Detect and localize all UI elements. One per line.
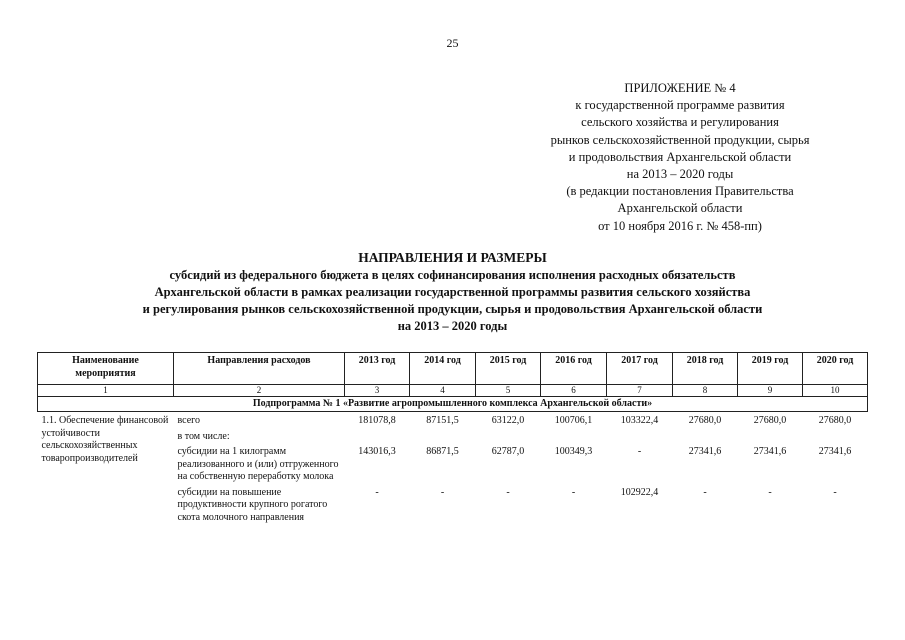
value-cell: 27680,0 xyxy=(753,415,787,426)
value-cell: 27341,6 xyxy=(688,446,722,457)
title-sub-line: на 2013 – 2020 годы xyxy=(397,319,508,333)
header-activity: Наименование мероприятия xyxy=(38,353,174,385)
column-number: 9 xyxy=(738,385,803,397)
appendix-line: от 10 ноября 2016 г. № 458-пп) xyxy=(598,218,762,233)
column-number: 2 xyxy=(174,385,345,397)
value-cell: - xyxy=(440,486,445,498)
header-year: 2019 год xyxy=(738,353,803,385)
value-cell: - xyxy=(703,486,707,498)
title-sub-line: и регулирования рынков сельскохозяйственной продукции, сырья и продовольствия Архангельской области xyxy=(142,302,763,316)
column-number: 7 xyxy=(607,385,673,397)
value-cell: 143016,3 xyxy=(358,446,396,457)
value-cell: 27341,6 xyxy=(753,446,787,457)
header-year: 2017 год xyxy=(607,353,673,385)
value-cell: - xyxy=(506,486,510,498)
subprogram-title: Подпрограмма № 1 «Развитие агропромышленного комплекса Архангельской области» xyxy=(38,397,868,412)
page-number: 25 xyxy=(446,36,459,50)
value-cell xyxy=(410,428,476,444)
subsidies-table xyxy=(37,352,868,524)
appendix-line: Архангельской области xyxy=(617,201,743,216)
title-sub-line: Архангельской области в рамках реализации государственной программы развития сельского хозяйства xyxy=(154,285,751,299)
value-cell: 181078,8 xyxy=(358,415,396,426)
subprogram-row xyxy=(38,397,868,412)
appendix-line: (в редакции постановления Правительства xyxy=(566,184,794,199)
document-title xyxy=(0,249,905,335)
column-number: 8 xyxy=(673,385,738,397)
value-cell xyxy=(541,428,607,444)
value-cell: 62787,0 xyxy=(491,446,525,457)
value-cell: 27680,0 xyxy=(688,415,722,426)
value-cell: - xyxy=(571,486,576,498)
direction-cell: субсидии на 1 килограмм реализованного и (или) отгруженного на собственную переработку молока xyxy=(177,446,339,482)
value-cell xyxy=(607,428,673,444)
title-main: НАПРАВЛЕНИЯ И РАЗМЕРЫ xyxy=(358,250,547,265)
value-cell: 100706,1 xyxy=(554,415,593,426)
appendix-line: ПРИЛОЖЕНИЕ № 4 xyxy=(624,81,736,95)
value-cell: - xyxy=(375,486,379,498)
header-year: 2018 год xyxy=(673,353,738,385)
table-header-row xyxy=(38,353,868,385)
header-year: 2013 год xyxy=(345,353,410,385)
value-cell: 63122,0 xyxy=(491,415,525,426)
value-cell: 27680,0 xyxy=(818,415,852,426)
value-cell: 87151,5 xyxy=(426,415,459,426)
direction-cell: всего xyxy=(177,415,201,426)
table-row xyxy=(38,412,868,428)
column-number: 1 xyxy=(38,385,174,397)
value-cell: 27341,6 xyxy=(818,446,852,457)
column-number-row xyxy=(38,385,868,397)
value-cell: 100349,3 xyxy=(554,446,593,457)
appendix-line: на 2013 – 2020 годы xyxy=(626,167,734,182)
direction-cell: субсидии на повышение продуктивности крупного рогатого скота молочного направления xyxy=(177,486,328,523)
column-number: 10 xyxy=(803,385,868,397)
value-cell xyxy=(803,428,868,444)
value-cell: - xyxy=(768,486,772,498)
header-year: 2014 год xyxy=(410,353,476,385)
appendix-line: сельского хозяйства и регулирования xyxy=(581,115,779,130)
header-year: 2015 год xyxy=(476,353,541,385)
column-number: 5 xyxy=(476,385,541,397)
column-number: 3 xyxy=(345,385,410,397)
appendix-line: и продовольствия Архангельской области xyxy=(568,149,792,164)
value-cell xyxy=(738,428,803,444)
title-subtitle xyxy=(0,267,905,335)
value-cell: - xyxy=(833,486,837,498)
value-cell xyxy=(345,428,410,444)
appendix-line: рынков сельскохозяйственной продукции, сырья xyxy=(550,132,810,147)
direction-cell: в том числе: xyxy=(177,430,230,442)
header-year: 2020 год xyxy=(803,353,868,385)
header-direction: Направления расходов xyxy=(174,353,345,385)
value-cell: - xyxy=(637,446,642,457)
value-cell: 102922,4 xyxy=(620,486,659,498)
column-number: 6 xyxy=(541,385,607,397)
appendix-header xyxy=(510,80,850,235)
column-number: 4 xyxy=(410,385,476,397)
value-cell: 86871,5 xyxy=(426,446,459,457)
value-cell xyxy=(673,428,738,444)
title-sub-line: субсидий из федерального бюджета в целях софинансирования исполнения расходных обязательств xyxy=(169,268,736,282)
header-year: 2016 год xyxy=(541,353,607,385)
value-cell xyxy=(476,428,541,444)
value-cell: 103322,4 xyxy=(620,415,659,426)
activity-name: 1.1. Обеспечение финансовой устойчивости сельскохозяйственных товаропроизводителей xyxy=(41,415,169,464)
appendix-line: к государственной программе развития xyxy=(575,98,785,113)
